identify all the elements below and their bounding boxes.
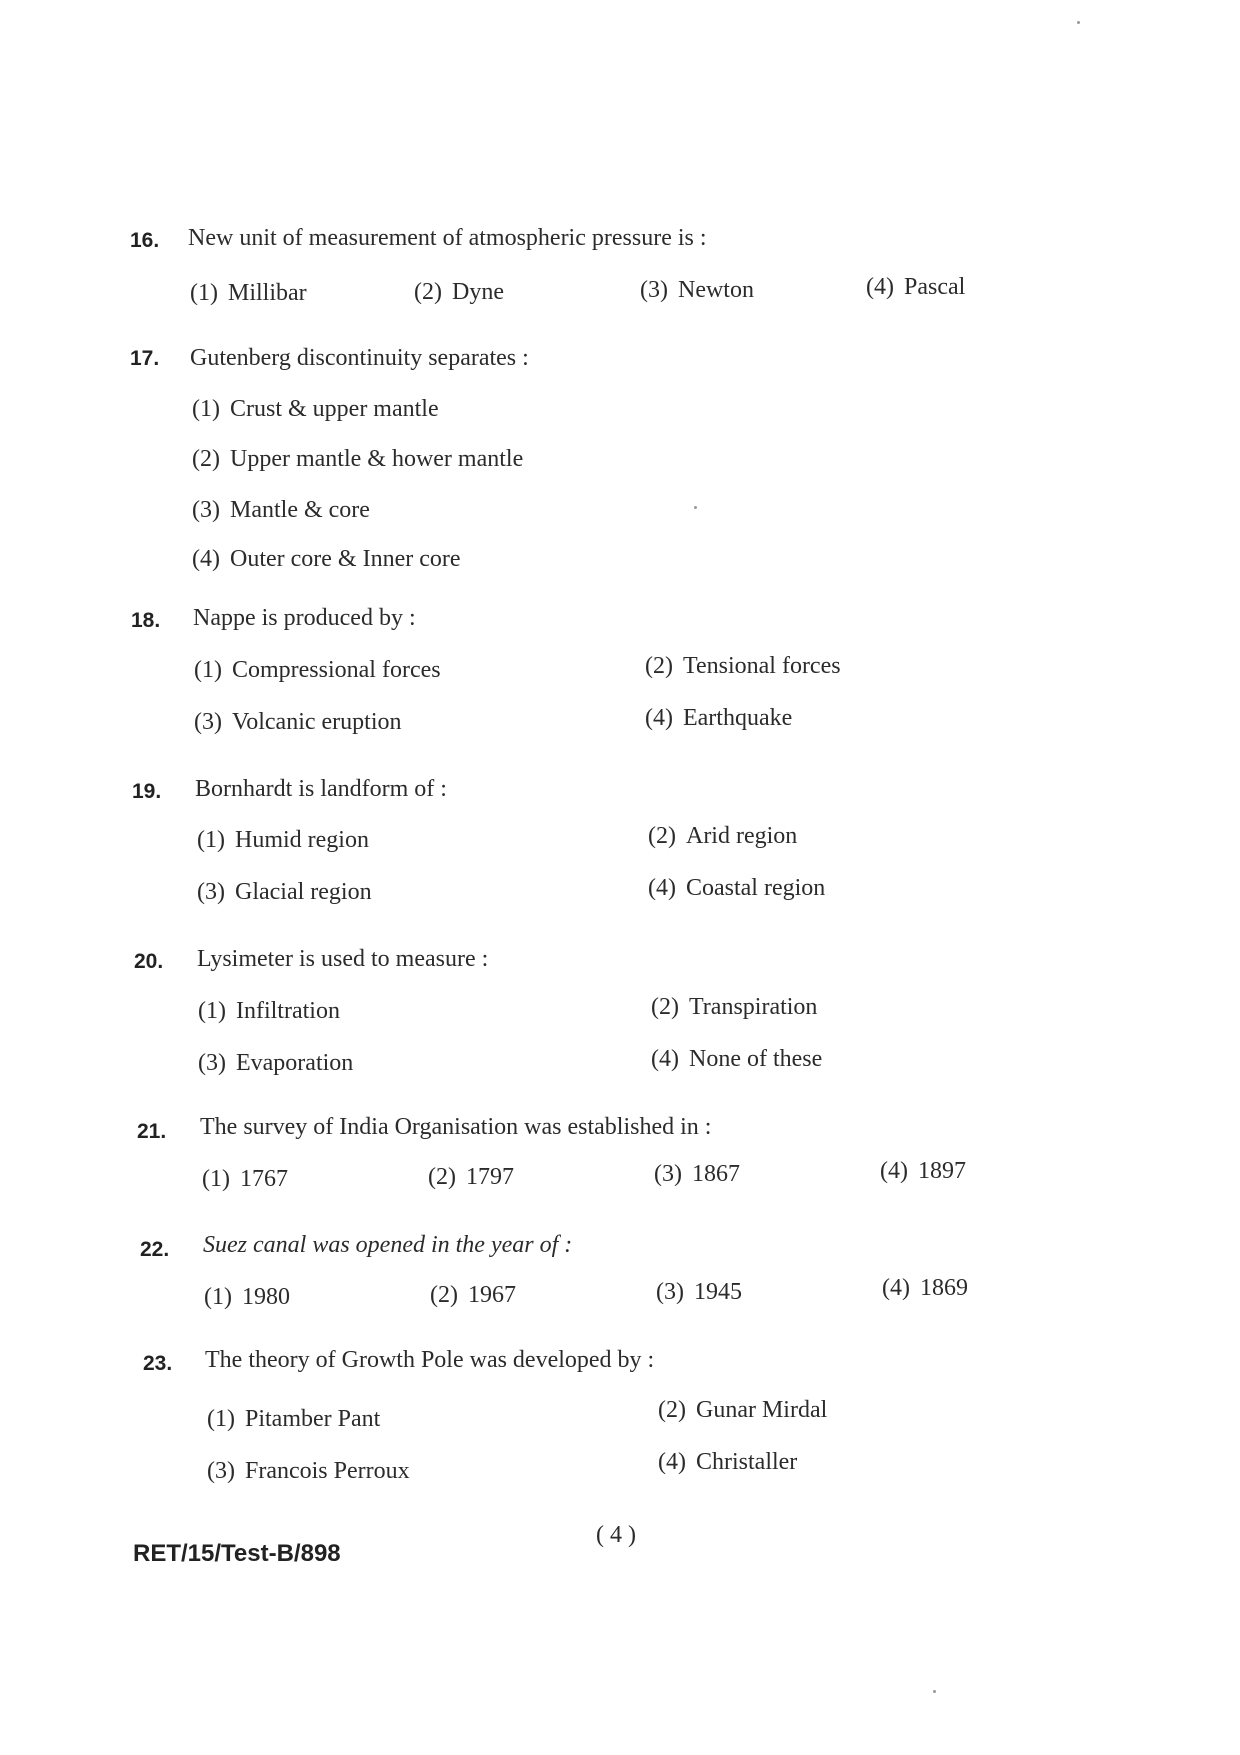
question-number: 16. (130, 229, 160, 252)
option-2: (2) Upper mantle & hower mantle (192, 446, 524, 472)
option-2: (2) 1797 (428, 1164, 514, 1190)
question-text: New unit of measurement of atmospheric pressure is : (188, 225, 707, 251)
paper-code: RET/15/Test-B/898 (133, 1540, 341, 1567)
option-1: (1) 1767 (202, 1166, 288, 1192)
option-4: (4) Christaller (658, 1449, 798, 1475)
question-text: The survey of India Organisation was established in : (200, 1114, 712, 1140)
option-2: (2) Tensional forces (645, 653, 841, 679)
scan-speck (933, 1690, 936, 1693)
option-3: (3) Glacial region (197, 879, 372, 905)
option-4: (4) Outer core & Inner core (192, 546, 461, 572)
question-text: Gutenberg discontinuity separates : (190, 345, 529, 371)
option-3: (3) Mantle & core (192, 497, 370, 523)
option-2: (2) 1967 (430, 1282, 516, 1308)
question-number: 22. (140, 1238, 170, 1261)
question-number: 20. (134, 950, 164, 973)
option-4: (4) None of these (651, 1046, 823, 1072)
option-3: (3) Newton (640, 277, 754, 303)
option-3: (3) Volcanic eruption (194, 709, 402, 735)
option-2: (2) Transpiration (651, 994, 818, 1020)
option-4: (4) Pascal (866, 274, 966, 300)
option-4: (4) 1897 (880, 1158, 966, 1184)
scan-speck (694, 506, 697, 509)
option-3: (3) Evaporation (198, 1050, 354, 1076)
option-2: (2) Gunar Mirdal (658, 1397, 828, 1423)
option-4: (4) 1869 (882, 1275, 968, 1301)
question-number: 18. (131, 609, 161, 632)
option-1: (1) 1980 (204, 1284, 290, 1310)
option-1: (1) Millibar (190, 280, 307, 306)
option-3: (3) Francois Perroux (207, 1458, 410, 1484)
option-1: (1) Crust & upper mantle (192, 396, 439, 422)
question-text: Bornhardt is landform of : (195, 776, 447, 802)
option-1: (1) Humid region (197, 827, 369, 853)
option-2: (2) Arid region (648, 823, 798, 849)
option-1: (1) Compressional forces (194, 657, 441, 683)
option-1: (1) Pitamber Pant (207, 1406, 381, 1432)
question-number: 19. (132, 780, 162, 803)
question-number: 17. (130, 347, 160, 370)
question-text: The theory of Growth Pole was developed by : (205, 1347, 655, 1373)
option-3: (3) 1945 (656, 1279, 742, 1305)
option-4: (4) Coastal region (648, 875, 826, 901)
question-number: 23. (143, 1352, 173, 1375)
page-number: ( 4 ) (596, 1522, 636, 1548)
option-3: (3) 1867 (654, 1161, 740, 1187)
option-4: (4) Earthquake (645, 705, 793, 731)
question-number: 21. (137, 1120, 167, 1143)
question-text: Lysimeter is used to measure : (197, 946, 489, 972)
question-text: Suez canal was opened in the year of : (203, 1232, 573, 1258)
option-1: (1) Infiltration (198, 998, 340, 1024)
scan-speck (1077, 21, 1080, 24)
question-text: Nappe is produced by : (193, 605, 416, 631)
option-2: (2) Dyne (414, 279, 504, 305)
